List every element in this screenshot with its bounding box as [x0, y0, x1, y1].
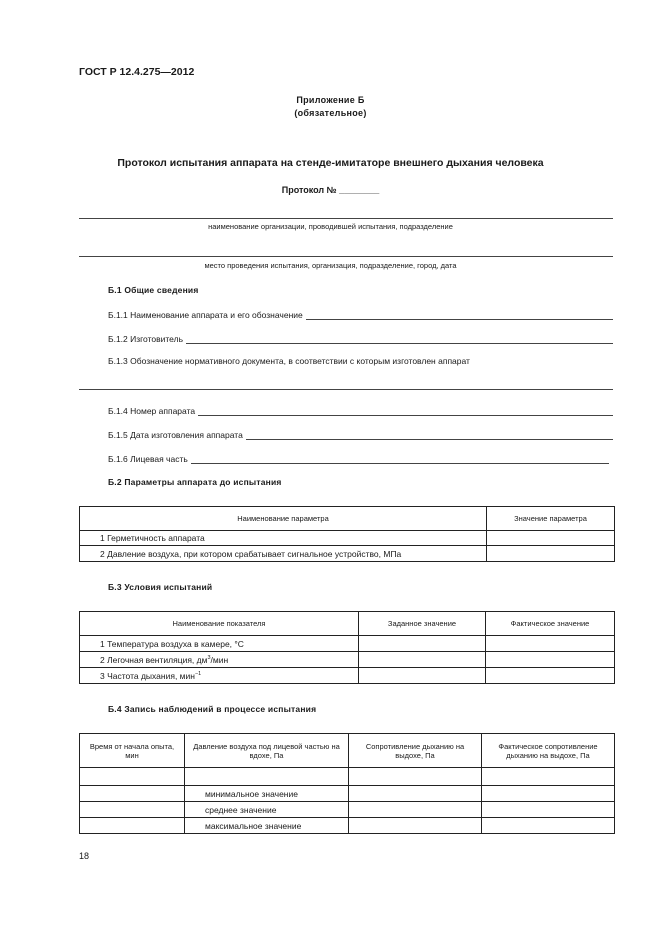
actual-resistance-cell[interactable] [482, 802, 615, 818]
superscript: 3 [207, 654, 211, 661]
time-cell[interactable] [80, 818, 185, 834]
org-caption: наименование организации, проводившей испытания, подразделение [208, 222, 453, 231]
table-row [80, 546, 615, 562]
table-row [80, 786, 615, 802]
time-cell[interactable] [80, 802, 185, 818]
field-apparatus-name[interactable] [108, 308, 613, 320]
standard-header: ГОСТ Р 12.4.275—2012 [79, 66, 195, 78]
table-row [80, 636, 615, 652]
field-facepiece[interactable] [108, 452, 609, 464]
param-name-cell: 1 Герметичность аппарата [80, 531, 487, 546]
time-cell[interactable] [80, 768, 185, 786]
table-row [80, 768, 615, 786]
field-fill-line[interactable] [198, 406, 613, 416]
header-resistance: Сопротивление дыханию на выдохе, Па [349, 734, 482, 768]
field-fill-line[interactable] [191, 454, 609, 464]
param-value-cell[interactable] [487, 546, 615, 562]
field-label: Б.1.5 Дата изготовления аппарата [108, 430, 243, 440]
text-part: 2 Легочная вентиляция, дм [100, 654, 208, 665]
table-row [80, 668, 615, 684]
field-normative-doc-label: Б.1.3 Обозначение нормативного документа, в соответствии с которым изготовлен аппарат [108, 356, 470, 366]
superscript: −1 [194, 670, 202, 677]
observations-table [79, 733, 615, 834]
annex-title: Приложение Б [296, 95, 365, 105]
section-3-title: Б.3 Условия испытаний [108, 582, 213, 592]
page-number: 18 [79, 851, 90, 861]
text-part: /мин [210, 654, 229, 665]
stat-label-cell: среднее значение [185, 802, 349, 818]
text-part: 3 Частота дыхания, мин [100, 670, 195, 681]
params-table [79, 506, 615, 562]
header-set-value: Заданное значение [359, 612, 486, 636]
place-caption: место проведения испытания, организация, подразделение, город, дата [204, 261, 457, 270]
header-param-value: Значение параметра [487, 507, 615, 531]
header-actual-value: Фактическое значение [486, 612, 615, 636]
header-pressure: Давление воздуха под лицевой частью на вдохе, Па [185, 734, 349, 768]
table-header-row [80, 734, 615, 768]
stat-label-cell: минимальное значение [185, 786, 349, 802]
param-value-cell[interactable] [487, 531, 615, 546]
header-param-name: Наименование параметра [80, 507, 487, 531]
table-row [80, 818, 615, 834]
header-actual-resistance: Фактическое сопротивление дыханию на выдохе, Па [482, 734, 615, 768]
resistance-cell[interactable] [349, 802, 482, 818]
field-label: Б.1.2 Изготовитель [108, 334, 183, 344]
actual-value-cell[interactable] [486, 652, 615, 668]
table-header-row [80, 612, 615, 636]
normative-doc-line[interactable] [79, 389, 613, 390]
section-2-title: Б.2 Параметры аппарата до испытания [108, 477, 282, 487]
actual-resistance-cell[interactable] [482, 818, 615, 834]
protocol-number: Протокол № ________ [281, 185, 380, 195]
section-1-title: Б.1 Общие сведения [108, 285, 199, 295]
field-fill-line[interactable] [246, 430, 613, 440]
org-line[interactable] [79, 218, 613, 219]
indicator-name-cell [80, 652, 359, 668]
resistance-cell[interactable] [349, 768, 482, 786]
header-indicator-name: Наименование показателя [80, 612, 359, 636]
actual-value-cell[interactable] [486, 668, 615, 684]
header-time: Время от начала опыта, мин [80, 734, 185, 768]
field-label: Б.1.1 Наименование аппарата и его обозначение [108, 310, 303, 320]
actual-resistance-cell[interactable] [482, 768, 615, 786]
set-value-cell[interactable] [359, 668, 486, 684]
indicator-name-cell: 1 Температура воздуха в камере, °С [80, 636, 359, 652]
section-4-title: Б.4 Запись наблюдений в процессе испытания [108, 704, 317, 714]
pressure-cell[interactable] [185, 768, 349, 786]
annex-status: (обязательное) [294, 108, 367, 118]
time-cell[interactable] [80, 786, 185, 802]
field-fill-line[interactable] [186, 334, 613, 344]
resistance-cell[interactable] [349, 786, 482, 802]
conditions-table [79, 611, 615, 684]
param-name-cell: 2 Давление воздуха, при котором срабатывает сигнальное устройство, МПа [80, 546, 487, 562]
table-header-row [80, 507, 615, 531]
field-fill-line[interactable] [306, 310, 613, 320]
place-line[interactable] [79, 256, 613, 257]
set-value-cell[interactable] [359, 636, 486, 652]
field-manufacturer[interactable] [108, 332, 613, 344]
field-apparatus-number[interactable] [108, 404, 613, 416]
table-row [80, 652, 615, 668]
table-row [80, 802, 615, 818]
field-manufacture-date[interactable] [108, 428, 613, 440]
actual-value-cell[interactable] [486, 636, 615, 652]
resistance-cell[interactable] [349, 818, 482, 834]
stat-label-cell: максимальное значение [185, 818, 349, 834]
actual-resistance-cell[interactable] [482, 786, 615, 802]
indicator-name-cell [80, 668, 359, 684]
field-label: Б.1.6 Лицевая часть [108, 454, 188, 464]
document-title: Протокол испытания аппарата на стенде-имитаторе внешнего дыхания человека [117, 157, 544, 169]
field-label: Б.1.4 Номер аппарата [108, 406, 196, 416]
set-value-cell[interactable] [359, 652, 486, 668]
table-row [80, 531, 615, 546]
